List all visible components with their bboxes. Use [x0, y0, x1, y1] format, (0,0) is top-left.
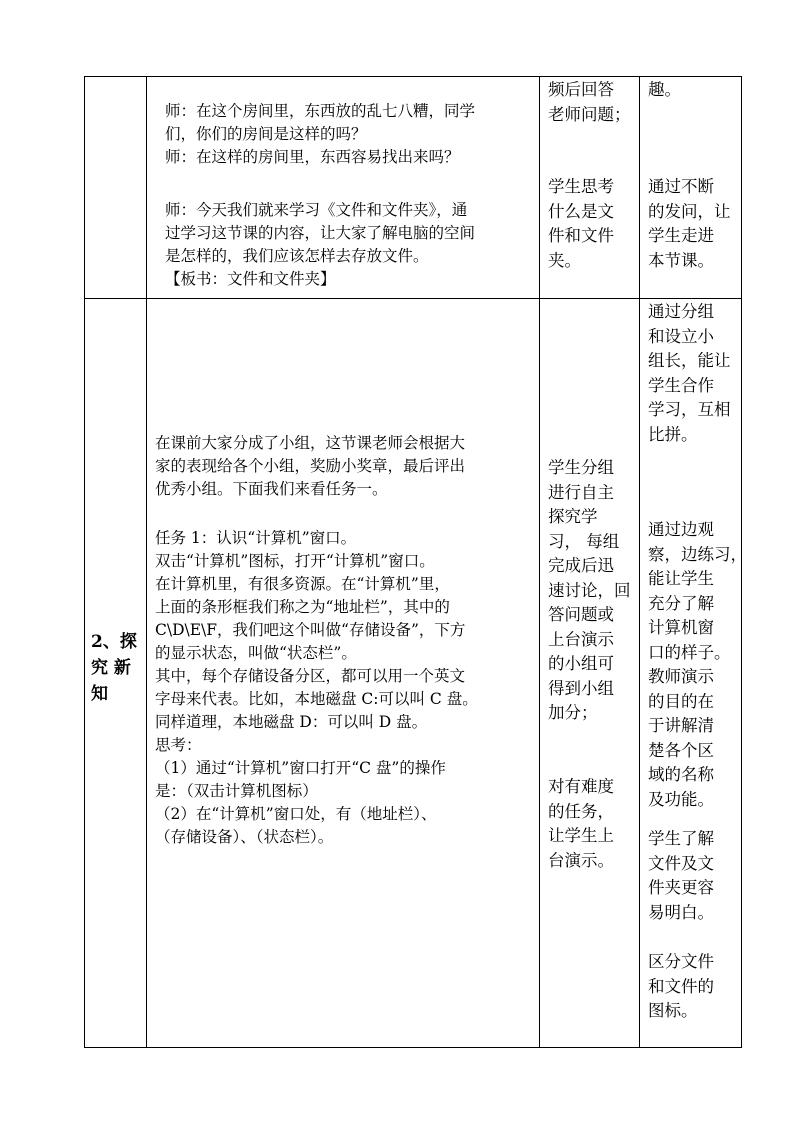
- design-intent-b: 通过边观 察，边练习， 能让学生 充分了解 计算机窗 口的样子。 教师演示 的目的在 于讲解清 楚各个区 域的名称 及功能。: [648, 520, 747, 809]
- student-activity-cell: [540, 77, 640, 299]
- teacher-activity-cell: [147, 299, 540, 1048]
- table-row-explore: [85, 299, 742, 1048]
- teacher-dialogue-b: 师：今天我们就来学习《文件和文件夹》，通 过学习这节课的内容，让大家了解电脑的空间 是怎样的，我们应该怎样去存放文件。 【板书：文件和文件夹】: [165, 199, 475, 291]
- design-intent-a: 通过分组 和设立小 组长，能让 学生合作 学习，互相 比拼。: [648, 302, 731, 444]
- design-intent-c: 学生了解 文件及文 件夹更容 易明白。: [648, 829, 714, 922]
- stage-label: 2、探 究 新 知: [91, 632, 137, 704]
- stage-cell: [85, 299, 147, 1048]
- student-response-a: 频后回答 老师问题；: [548, 80, 631, 124]
- teacher-intro: 在课前大家分成了小组，这节课老师会根据大 家的表现给各个小组，奖励小奖章，最后评出 优秀小组。下面我们来看任务一。: [155, 434, 466, 498]
- design-intent-a: 趣。: [648, 80, 681, 99]
- teacher-dialogue-a: 师：在这个房间里，东西放的乱七八糟，同学 们，你们的房间是这样的吗？ 师：在这样的房间里，东西容易找出来吗？: [165, 102, 476, 166]
- teacher-task-1: 任务 1：认识“计算机”窗口。 双击“计算机”图标，打开“计算机”窗口。 在计算机里，有很多资源。在“计算机”里， 上面的条形框我们称之为“地址栏”，其中的 C\D\E\F，我们吧这个叫做“存储设备”，下方 的显示状态，叫做“状态栏”。 其中，每个存储设备分区，都可以用一个英文 字母来代表。比如，本地磁盘 C:可以叫 C 盘。 同样道理，本地磁盘 D：可以叫 D 盘。 思考： （1）通过“计算机”窗口打开“C 盘”的操作 是：（双击计算机图标） （2）在“计算机”窗口处，有（地址栏）、 （存储设备）、（状态栏）。: [155, 529, 478, 846]
- design-intent-b: 通过不断 的发问，让 学生走进 本节课。: [648, 177, 731, 270]
- design-intent-cell: [640, 77, 742, 299]
- design-intent-d: 区分文件 和文件的 图标。: [648, 952, 714, 1020]
- lesson-plan-table: [84, 76, 747, 1048]
- board-note: 【板书：文件和文件夹】: [165, 270, 336, 288]
- teacher-activity-cell: [147, 77, 540, 299]
- student-activity-b: 对有难度 的任务， 让学生上 台演示。: [548, 777, 614, 870]
- student-activity-a: 学生分组 进行自主 探究学 习， 每组 完成后迅 速讨论，回 答问题或 上台演示 的小组可 得到小组 加分；: [548, 458, 631, 722]
- stage-cell-empty: [85, 77, 147, 299]
- design-intent-cell: [640, 299, 747, 1048]
- table-row-intro: [85, 77, 742, 299]
- student-activity-cell: [540, 299, 640, 1048]
- student-response-b: 学生思考 什么是文 件和文件 夹。: [548, 177, 614, 270]
